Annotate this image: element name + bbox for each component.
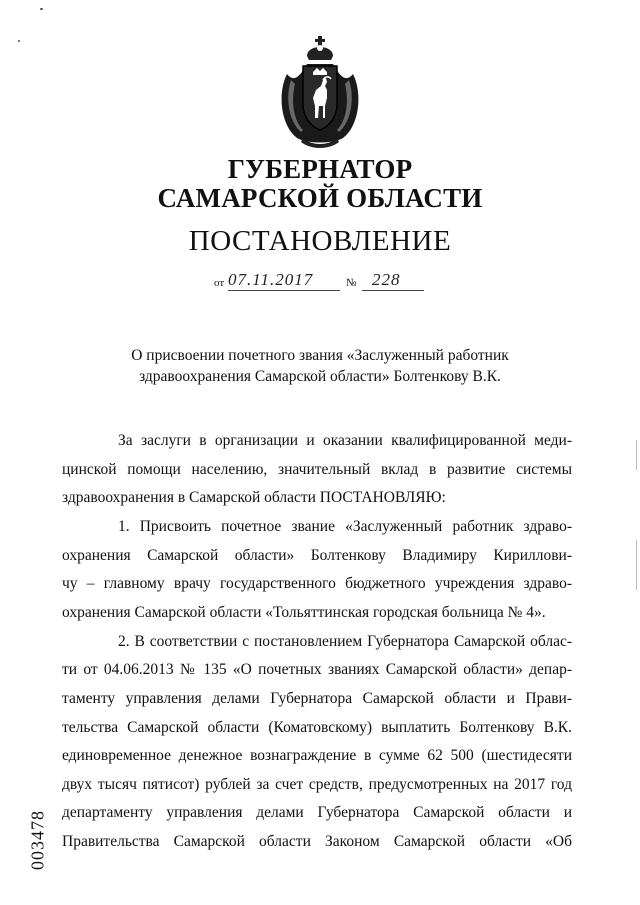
subject-line: здравоохранения Самарской области» Болтенкову В.К.	[139, 368, 501, 385]
scan-speck	[40, 8, 43, 10]
scan-speck	[18, 40, 20, 42]
body-line: ти от 04.06.2013 № 135 «О почетных званиях Самарской области» депар-	[62, 661, 572, 678]
body-line: 2. В соответствии с постановлением Губернатора Самарской облас-	[118, 633, 572, 650]
date-underline	[228, 290, 340, 291]
issuer-title-line-2: САМАРСКОЙ ОБЛАСТИ	[157, 183, 483, 213]
handwritten-date: 07.11.2017	[228, 270, 314, 289]
body-line: чу – главному врачу государственного бюджетного учреждения здраво-	[62, 575, 572, 592]
date-label: от	[214, 277, 225, 289]
body-line: цинской помощи населению, значительный вклад в развитие системы	[62, 461, 572, 478]
body-line: охранения Самарской области «Тольяттинская городская больница № 4».	[62, 604, 546, 621]
body-line: здравоохранения в Самарской области ПОСТАНОВЛЯЮ:	[62, 489, 446, 506]
body-line: департаменту управления делами Губернатора Самарской области и	[62, 804, 572, 821]
registration-number: 003478	[27, 810, 48, 870]
body-line: тельства Самарской области (Коматовскому) выплатить Болтенкову В.К.	[62, 719, 572, 736]
number-label: №	[346, 277, 357, 289]
samara-region-coat-of-arms-icon	[273, 34, 367, 152]
registration-number-stamp	[18, 790, 58, 890]
body-line: За заслуги в организации и оказании квалифицированной меди-	[118, 432, 572, 449]
body-line: охранения Самарской области» Болтенкову Владимиру Кириллови-	[62, 547, 572, 564]
document-date-number-line	[214, 270, 454, 292]
document-type-heading: ПОСТАНОВЛЕНИЕ	[188, 225, 452, 257]
subject-line: О присвоении почетного звания «Заслуженный работник	[131, 347, 509, 364]
body-line: двух тысяч пятисот) рублей за счет средств, предусмотренных на 2017 год	[62, 776, 572, 793]
document-subject	[110, 345, 530, 387]
issuer-title-line-1: ГУБЕРНАТОР	[227, 154, 413, 184]
handwritten-number: 228	[372, 270, 401, 289]
body-line: Правительства Самарской области Законом Самарской области «Об	[62, 833, 572, 850]
scan-edge-mark	[636, 440, 637, 470]
number-underline	[362, 290, 424, 291]
body-line: 1. Присвоить почетное звание «Заслуженный работник здраво-	[118, 518, 572, 535]
body-line: таменту управления делами Губернатора Самарской области и Прави-	[62, 690, 572, 707]
scan-edge-mark	[636, 540, 637, 590]
body-line: единовременное денежное вознаграждение в сумме 62 500 (шестидесяти	[62, 747, 572, 764]
